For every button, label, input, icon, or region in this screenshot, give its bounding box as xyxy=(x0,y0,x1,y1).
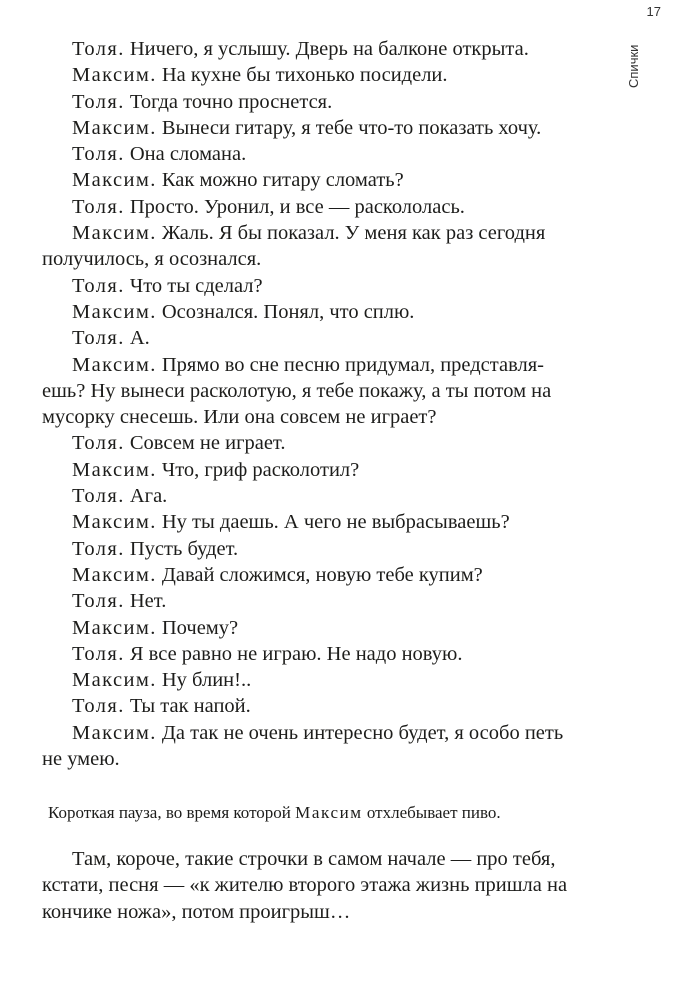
dialogue-continuation: получилось, я осознался. xyxy=(42,248,262,271)
line-text: Я все равно не играю. Не надо новую. xyxy=(124,642,463,665)
line-text: Жаль. Я бы показал. У меня как раз сегодня xyxy=(156,222,546,245)
speaker-name: Толя. xyxy=(72,432,125,455)
line-text: Что, гриф расколотил? xyxy=(156,458,360,481)
dialogue-line xyxy=(42,167,594,193)
line-text: Что ты сделал? xyxy=(124,274,263,297)
dialogue-line xyxy=(42,36,594,62)
line-text: Нет. xyxy=(124,590,167,613)
speaker-name: Максим. xyxy=(72,458,157,481)
dialogue-line xyxy=(42,483,594,509)
stage-direction xyxy=(48,802,501,824)
dialogue-line xyxy=(42,141,594,167)
line-text: Совсем не играет. xyxy=(124,432,286,455)
dialogue-line xyxy=(42,588,594,614)
line-text: Ну ты даешь. А чего не выбрасываешь? xyxy=(156,511,510,534)
monologue-block xyxy=(42,846,594,925)
dialogue-line xyxy=(42,562,594,588)
speaker-name: Толя. xyxy=(72,90,125,113)
dialogue-line xyxy=(42,509,594,535)
monologue-line: кстати, песня — «к жителю второго этажа жизнь пришла на xyxy=(42,874,568,897)
page-number: 17 xyxy=(646,4,661,19)
line-text: Тогда точно проснется. xyxy=(124,90,333,113)
speaker-name: Толя. xyxy=(72,590,125,613)
dialogue-line xyxy=(42,115,594,141)
stage-direction-text: отхлебывает пиво. xyxy=(362,803,501,822)
dialogue-line xyxy=(42,299,594,325)
speaker-name: Толя. xyxy=(72,537,125,560)
dialogue-line xyxy=(42,352,594,378)
speaker-name: Толя. xyxy=(72,695,125,718)
line-text: А. xyxy=(124,327,150,350)
speaker-name: Максим. xyxy=(72,616,157,639)
dialogue-line xyxy=(42,720,594,746)
line-text: Вынеси гитару, я тебе что-то показать хочу. xyxy=(156,116,542,139)
line-text: На кухне бы тихонько посидели. xyxy=(156,64,448,87)
speaker-name: Толя. xyxy=(72,38,125,60)
speaker-name: Максим. xyxy=(72,511,157,534)
speaker-name: Максим. xyxy=(72,64,157,87)
speaker-name: Толя. xyxy=(72,642,125,665)
line-text: Давай сложимся, новую тебе купим? xyxy=(156,563,483,586)
line-text: Просто. Уронил, и все — раскололась. xyxy=(124,195,465,218)
line-text: Да так не очень интересно будет, я особо петь xyxy=(156,721,564,744)
speaker-name: Толя. xyxy=(72,485,125,508)
speaker-name: Максим. xyxy=(72,669,157,692)
monologue-line: Там, короче, такие строчки в самом начале — про тебя, xyxy=(72,848,556,870)
stage-direction-text: Короткая пауза, во время которой xyxy=(48,803,296,822)
line-text: Ничего, я услышу. Дверь на балконе открыта. xyxy=(124,38,529,60)
speaker-name: Максим. xyxy=(72,116,157,139)
speaker-name: Толя. xyxy=(72,195,125,218)
line-text: Прямо во сне песню придумал, представля- xyxy=(156,353,544,376)
speaker-name: Толя. xyxy=(72,327,125,350)
speaker-name: Максим. xyxy=(72,721,157,744)
line-text: Ты так напой. xyxy=(124,695,251,718)
line-text: Пусть будет. xyxy=(124,537,239,560)
speaker-name: Максим. xyxy=(72,353,157,376)
dialogue-line xyxy=(42,220,594,246)
dialogue-continuation: не умею. xyxy=(42,748,120,771)
speaker-name: Толя. xyxy=(72,143,125,166)
dialogue-line xyxy=(42,194,594,220)
dialogue-block xyxy=(42,36,594,772)
line-text: Она сломана. xyxy=(124,143,247,166)
line-text: Осознался. Понял, что сплю. xyxy=(156,300,415,323)
dialogue-line xyxy=(42,62,594,88)
dialogue-line xyxy=(42,667,594,693)
speaker-name: Максим. xyxy=(72,169,157,192)
line-text: Ага. xyxy=(124,485,168,508)
dialogue-line xyxy=(42,693,594,719)
monologue-line: кончике ножа», потом проигрыш… xyxy=(42,900,351,923)
dialogue-line xyxy=(42,615,594,641)
dialogue-continuation: мусорку снесешь. Или она совсем не играет? xyxy=(42,406,437,429)
dialogue-line xyxy=(42,89,594,115)
dialogue-continuation: ешь? Ну вынеси расколотую, я тебе покажу, а ты потом на xyxy=(42,379,552,402)
speaker-name: Толя. xyxy=(72,274,125,297)
dialogue-line xyxy=(42,641,594,667)
speaker-name: Максим. xyxy=(72,563,157,586)
dialogue-line xyxy=(42,273,594,299)
stage-direction-name: Максим xyxy=(295,803,363,822)
speaker-name: Максим. xyxy=(72,300,157,323)
speaker-name: Максим. xyxy=(72,222,157,245)
line-text: Ну блин!.. xyxy=(156,669,252,692)
dialogue-line xyxy=(42,536,594,562)
dialogue-line xyxy=(42,325,594,351)
line-text: Как можно гитару сломать? xyxy=(156,169,404,192)
running-head-title: Спички xyxy=(626,44,641,88)
dialogue-line xyxy=(42,457,594,483)
line-text: Почему? xyxy=(156,616,239,639)
dialogue-line xyxy=(42,430,594,456)
